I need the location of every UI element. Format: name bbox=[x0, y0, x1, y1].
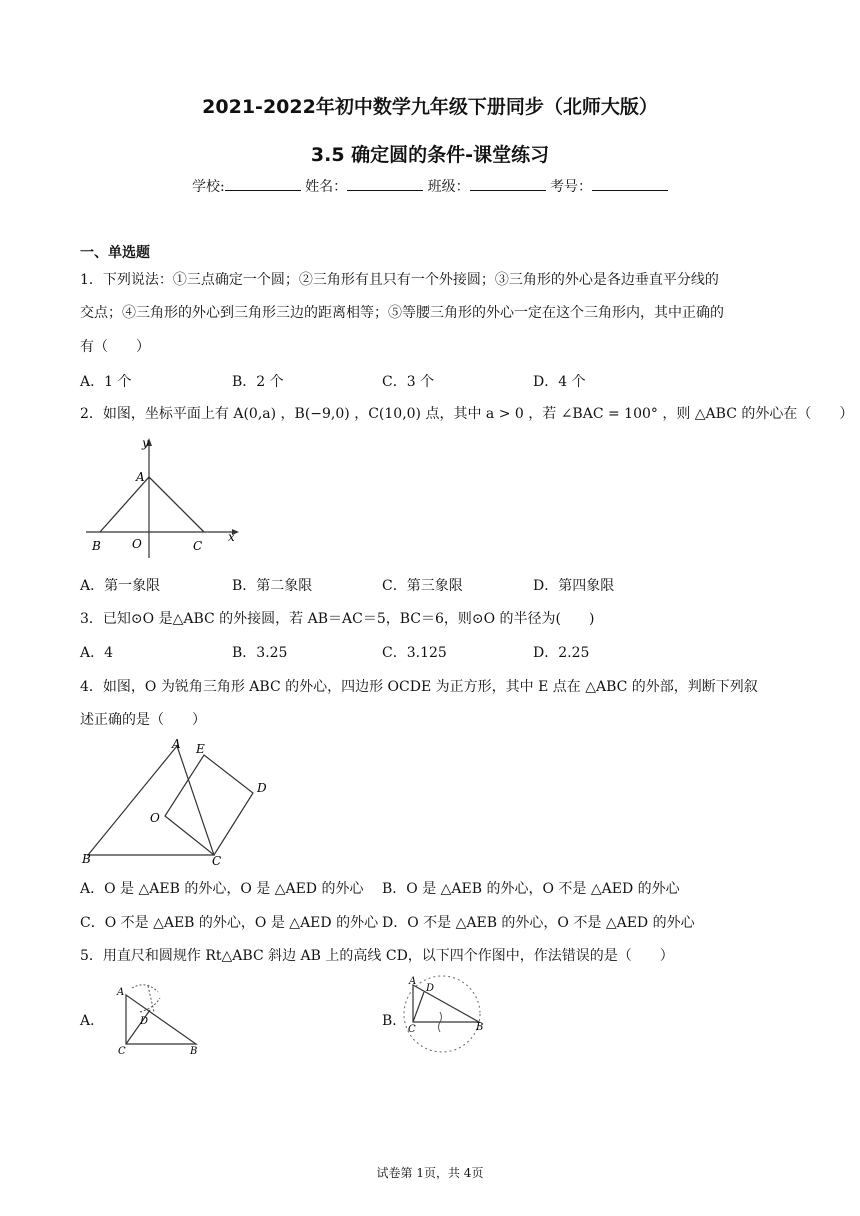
q4-line-1: 4．如图，O 为锐角三角形 ABC 的外心，四边形 OCDE 为正方形，其中 E 点在 △ABC 的外部，判断下列叙 bbox=[80, 679, 758, 695]
q4-option-a: A．O 是 △AEB 的外心，O 是 △AED 的外心 bbox=[80, 881, 364, 897]
q5-figure-a bbox=[110, 982, 210, 1058]
point-c-label: C bbox=[193, 539, 203, 553]
q4-option-b: B．O 是 △AEB 的外心，O 不是 △AED 的外心 bbox=[382, 881, 680, 897]
point-d-label: D bbox=[257, 781, 267, 795]
q4-option-d: D．O 不是 △AEB 的外心，O 不是 △AED 的外心 bbox=[382, 915, 695, 931]
fig-b-point-a: A bbox=[409, 976, 417, 987]
page-title: 2021-2022年初中数学九年级下册同步（北师大版） bbox=[202, 96, 658, 118]
student-info-row bbox=[0, 176, 860, 196]
page-subtitle: 3.5 确定圆的条件-课堂练习 bbox=[310, 144, 550, 166]
fig-a-point-a: A bbox=[117, 987, 125, 998]
q4-option-c: C．O 不是 △AEB 的外心，O 是 △AED 的外心 bbox=[80, 915, 379, 931]
q2-option-c: C．第三象限 bbox=[382, 578, 463, 594]
triangle-abc-b bbox=[413, 985, 479, 1022]
page-footer: 试卷第 1页，共 4页 bbox=[376, 1166, 484, 1180]
point-c-label: C bbox=[212, 854, 222, 866]
point-o-label: O bbox=[150, 811, 160, 825]
fig-a-point-b: B bbox=[190, 1046, 198, 1057]
q1-line-2: 交点；④三角形的外心到三角形三边的距离相等；⑤等腰三角形的外心一定在这个三角形内，其中正确的 bbox=[80, 305, 724, 321]
school-label: 学校: bbox=[191, 179, 225, 195]
point-b-label: B bbox=[82, 852, 91, 866]
class-field[interactable] bbox=[470, 178, 546, 191]
point-b-label: B bbox=[92, 539, 101, 553]
class-label: 班级： bbox=[427, 179, 470, 195]
fig-a-point-c: C bbox=[118, 1046, 126, 1057]
q2-stem: 2．如图，坐标平面上有 A(0,a) ，B(−9,0) ，C(10,0) 点，其中 a > 0 ，若 ∠BAC = 100° ，则 △ABC 的外心在（ ） bbox=[80, 406, 854, 422]
point-a-label: A bbox=[172, 737, 181, 751]
exam-no-label: 考号： bbox=[550, 179, 593, 195]
q5-figure-b bbox=[402, 974, 502, 1056]
q2-option-d: D．第四象限 bbox=[533, 578, 615, 594]
q2-figure bbox=[82, 434, 252, 560]
point-e-label: E bbox=[196, 742, 205, 756]
point-a-label: A bbox=[136, 470, 145, 484]
name-field[interactable] bbox=[347, 178, 423, 191]
q3-option-c: C．3.125 bbox=[382, 645, 447, 661]
q5-option-b: B． bbox=[382, 1013, 407, 1029]
exam-no-field[interactable] bbox=[592, 178, 668, 191]
q1-option-c: C．3 个 bbox=[382, 374, 435, 390]
triangle-abc bbox=[88, 746, 214, 855]
origin-label: O bbox=[132, 537, 142, 551]
q5-stem: 5．用直尺和圆规作 Rt△ABC 斜边 AB 上的高线 CD，以下四个作图中，作法错误的是（ ） bbox=[80, 948, 674, 964]
q2-option-b: B．第二象限 bbox=[232, 578, 313, 594]
section-heading: 一、单选题 bbox=[80, 245, 150, 261]
q4-figure bbox=[80, 736, 280, 866]
fig-b-point-c: C bbox=[408, 1024, 416, 1035]
school-field[interactable] bbox=[225, 178, 301, 191]
q2-option-a: A．第一象限 bbox=[80, 578, 161, 594]
q3-option-d: D．2.25 bbox=[533, 645, 590, 661]
triangle-abc bbox=[100, 477, 204, 532]
q4-line-2: 述正确的是（ ） bbox=[80, 712, 206, 728]
q1-option-b: B．2 个 bbox=[232, 374, 284, 390]
q3-option-b: B．3.25 bbox=[232, 645, 288, 661]
name-label: 姓名： bbox=[305, 179, 348, 195]
fig-a-point-d: D bbox=[140, 1016, 149, 1027]
fig-b-point-d: D bbox=[426, 983, 435, 994]
x-axis-label: x bbox=[228, 530, 235, 544]
fig-b-point-b: B bbox=[476, 1022, 484, 1033]
q1-option-d: D．4 个 bbox=[533, 374, 586, 390]
q1-line-1: 1．下列说法：①三点确定一个圆；②三角形有且只有一个外接圆；③三角形的外心是各边垂直平分线的 bbox=[80, 272, 719, 288]
altitude-cd-b bbox=[413, 992, 424, 1022]
q1-line-3: 有（ ） bbox=[80, 339, 150, 355]
q3-option-a: A．4 bbox=[80, 645, 114, 661]
triangle-abc-a bbox=[126, 995, 196, 1044]
q1-option-a: A．1 个 bbox=[80, 374, 132, 390]
q3-stem: 3．已知⊙O 是△ABC 的外接圆，若 AB＝AC＝5，BC＝6，则⊙O 的半径为( ) bbox=[80, 611, 595, 627]
q5-option-a: A． bbox=[80, 1013, 105, 1029]
y-axis-label: y bbox=[142, 436, 149, 450]
